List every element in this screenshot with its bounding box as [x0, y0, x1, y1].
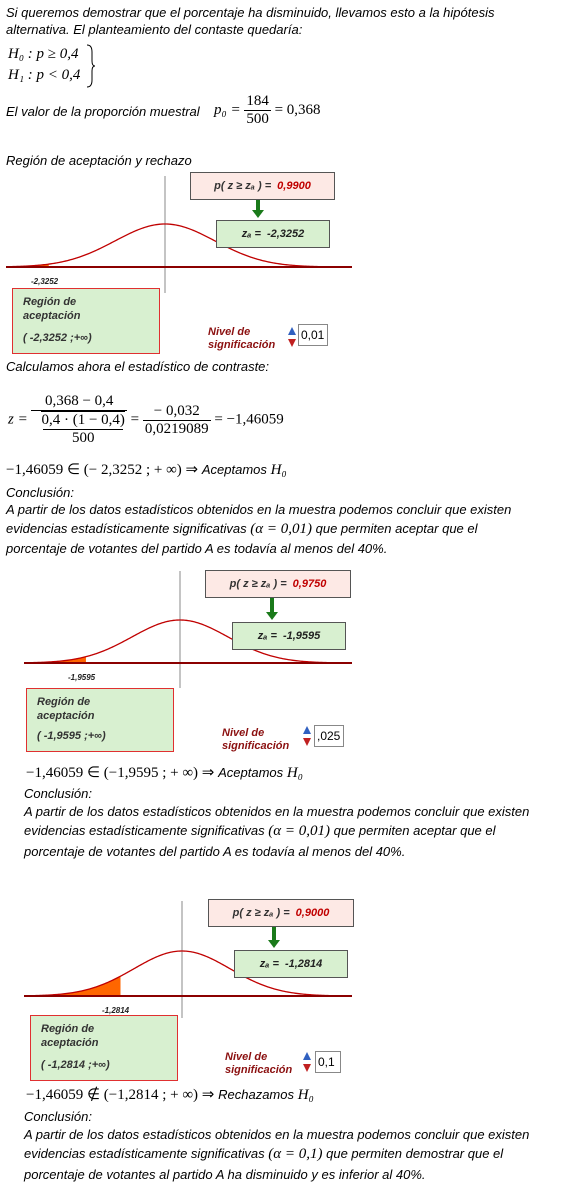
probability-value: 0,9000 [295, 907, 330, 919]
hypothesis-h0: H₀ : p ≥ 0,4 [8, 46, 79, 62]
probability-label: p( z ≥ zₐ ) = [232, 907, 290, 919]
spin-down-icon[interactable] [288, 339, 296, 347]
significance-label: Nivel de significación [222, 727, 290, 752]
statistic-den2: 0,0219089 [144, 420, 209, 437]
probability-label: p( z ≥ zₐ ) = [229, 578, 287, 590]
significance-spinner[interactable] [301, 723, 313, 749]
probability-box [205, 570, 351, 598]
normal-graph-2 [18, 563, 363, 758]
brace-icon [86, 44, 96, 88]
critical-value-label: zₐ = [259, 958, 279, 970]
statistic-fraction-1 [31, 393, 126, 447]
conclusion-1-line2: evidencias estadísticamente significativas (α = 0,01) que permiten aceptar que el [6, 521, 478, 537]
down-arrow-icon [252, 199, 264, 218]
probability-label: p( z ≥ zₐ ) = [214, 180, 272, 192]
statistic-result: = −1,46059 [214, 411, 284, 428]
significance-input[interactable]: 0,1 [315, 1051, 341, 1073]
hypothesis-h1: H₁ : p < 0,4 [8, 67, 81, 83]
sample-formula [214, 93, 321, 128]
conclusion-1-line3: porcentaje de votantes del partido A es todavía al menos del 40%. [6, 541, 388, 556]
acceptance-region-interval: ( -1,9595 ;+∞) [37, 730, 106, 742]
acceptance-region-box [26, 688, 174, 752]
acceptance-region-title: Región de aceptación [41, 1023, 99, 1049]
normal-graph-1 [0, 168, 360, 360]
acceptance-region-interval: ( -2,3252 ;+∞) [23, 332, 92, 344]
statistic-den1: 0,4 · (1 − 0,4) 500 [41, 412, 125, 446]
acceptance-region-box [30, 1015, 178, 1081]
statistic-z: z = [8, 411, 28, 428]
critical-value-box [234, 950, 348, 978]
region-heading: Región de aceptación y rechazo [6, 153, 192, 168]
conclusion-3-line2: evidencias estadísticamente significativas (α = 0,1) que permiten demostrar que el [24, 1146, 504, 1162]
critical-value-tick: -1,2814 [102, 1006, 130, 1015]
spin-up-icon[interactable] [303, 1052, 311, 1060]
conclusion-3-line3: porcentaje de votantes al partido A ha disminuido y es inferior al 40%. [24, 1167, 426, 1182]
sample-fraction [244, 93, 271, 128]
probability-value: 0,9900 [277, 180, 311, 192]
statistic-fraction-2 [143, 403, 211, 438]
conclusion-2-line2: evidencias estadísticamente significativas (α = 0,01) que permiten aceptar que el [24, 823, 496, 839]
critical-value: -1,2814 [284, 958, 323, 970]
significance-input[interactable]: ,025 [314, 725, 344, 747]
critical-value-tick: -1,9595 [68, 673, 96, 682]
critical-value-box [216, 220, 330, 248]
conclusion-3-title: Conclusión: [24, 1109, 92, 1124]
conclusion-2-title: Conclusión: [24, 786, 92, 801]
down-arrow-icon [266, 598, 278, 620]
acceptance-region-title: Región de aceptación [37, 696, 95, 722]
significance-spinner[interactable] [301, 1049, 313, 1075]
conclusion-2-line1: A partir de los datos estadísticos obtenidos en la muestra podemos concluir que existen [24, 804, 530, 819]
statistic-heading: Calculamos ahora el estadístico de contraste: [6, 359, 270, 374]
conclusion-2-line3: porcentaje de votantes del partido A es todavía al menos del 40%. [24, 844, 406, 859]
spin-down-icon[interactable] [303, 1064, 311, 1072]
spin-down-icon[interactable] [303, 738, 311, 746]
intro-line-2: alternativa. El planteamiento del contaste quedaría: [6, 22, 303, 37]
conclusion-1-title: Conclusión: [6, 485, 74, 500]
critical-value-label: zₐ = [257, 630, 277, 642]
spin-up-icon[interactable] [288, 327, 296, 335]
critical-value: -2,3252 [266, 228, 305, 240]
sample-var: p₀ = [214, 101, 241, 118]
probability-box [208, 899, 354, 927]
probability-box [190, 172, 335, 200]
significance-spinner[interactable] [286, 324, 298, 350]
decision-1: −1,46059 ∈ (− 2,3252 ; + ∞) ⇒ Aceptamos H₀ [6, 462, 287, 478]
conclusion-3-line1: A partir de los datos estadísticos obtenidos en la muestra podemos concluir que existen [24, 1127, 530, 1142]
probability-value: 0,9750 [292, 578, 327, 590]
acceptance-region-title: Región de aceptación [23, 296, 81, 322]
statistic-eq: = [130, 411, 140, 428]
critical-value-tick: -2,3252 [31, 277, 59, 286]
sample-num: 184 [246, 93, 269, 109]
sample-result: = 0,368 [274, 101, 321, 118]
acceptance-region-interval: ( -1,2814 ;+∞) [41, 1059, 110, 1071]
decision-2: −1,46059 ∈ (−1,9595 ; + ∞) ⇒ Aceptamos H₀ [26, 765, 303, 781]
sample-den: 500 [246, 111, 269, 127]
decision-3: −1,46059 ∉ (−1,2814 ; + ∞) ⇒ Rechazamos H₀ [26, 1087, 314, 1103]
sample-label: El valor de la proporción muestral [6, 104, 200, 119]
intro-line-1: Si queremos demostrar que el porcentaje ha disminuido, llevamos esto a la hipótesis [6, 5, 495, 20]
critical-value: -1,9595 [282, 630, 321, 642]
acceptance-region-box [12, 288, 160, 354]
significance-label: Nivel de significación [225, 1051, 293, 1076]
statistic-num2: − 0,032 [143, 403, 211, 421]
down-arrow-icon [268, 926, 280, 948]
statistic-num1: 0,368 − 0,4 [31, 393, 126, 411]
hypotheses [8, 44, 80, 86]
critical-value-box [232, 622, 346, 650]
normal-graph-3 [18, 893, 363, 1088]
spin-up-icon[interactable] [303, 726, 311, 734]
statistic-formula [8, 393, 284, 447]
significance-label: Nivel de significación [208, 326, 276, 351]
significance-input[interactable]: 0,01 [298, 324, 328, 346]
critical-value-label: zₐ = [241, 228, 261, 240]
conclusion-1-line1: A partir de los datos estadísticos obtenidos en la muestra podemos concluir que existen [6, 502, 512, 517]
